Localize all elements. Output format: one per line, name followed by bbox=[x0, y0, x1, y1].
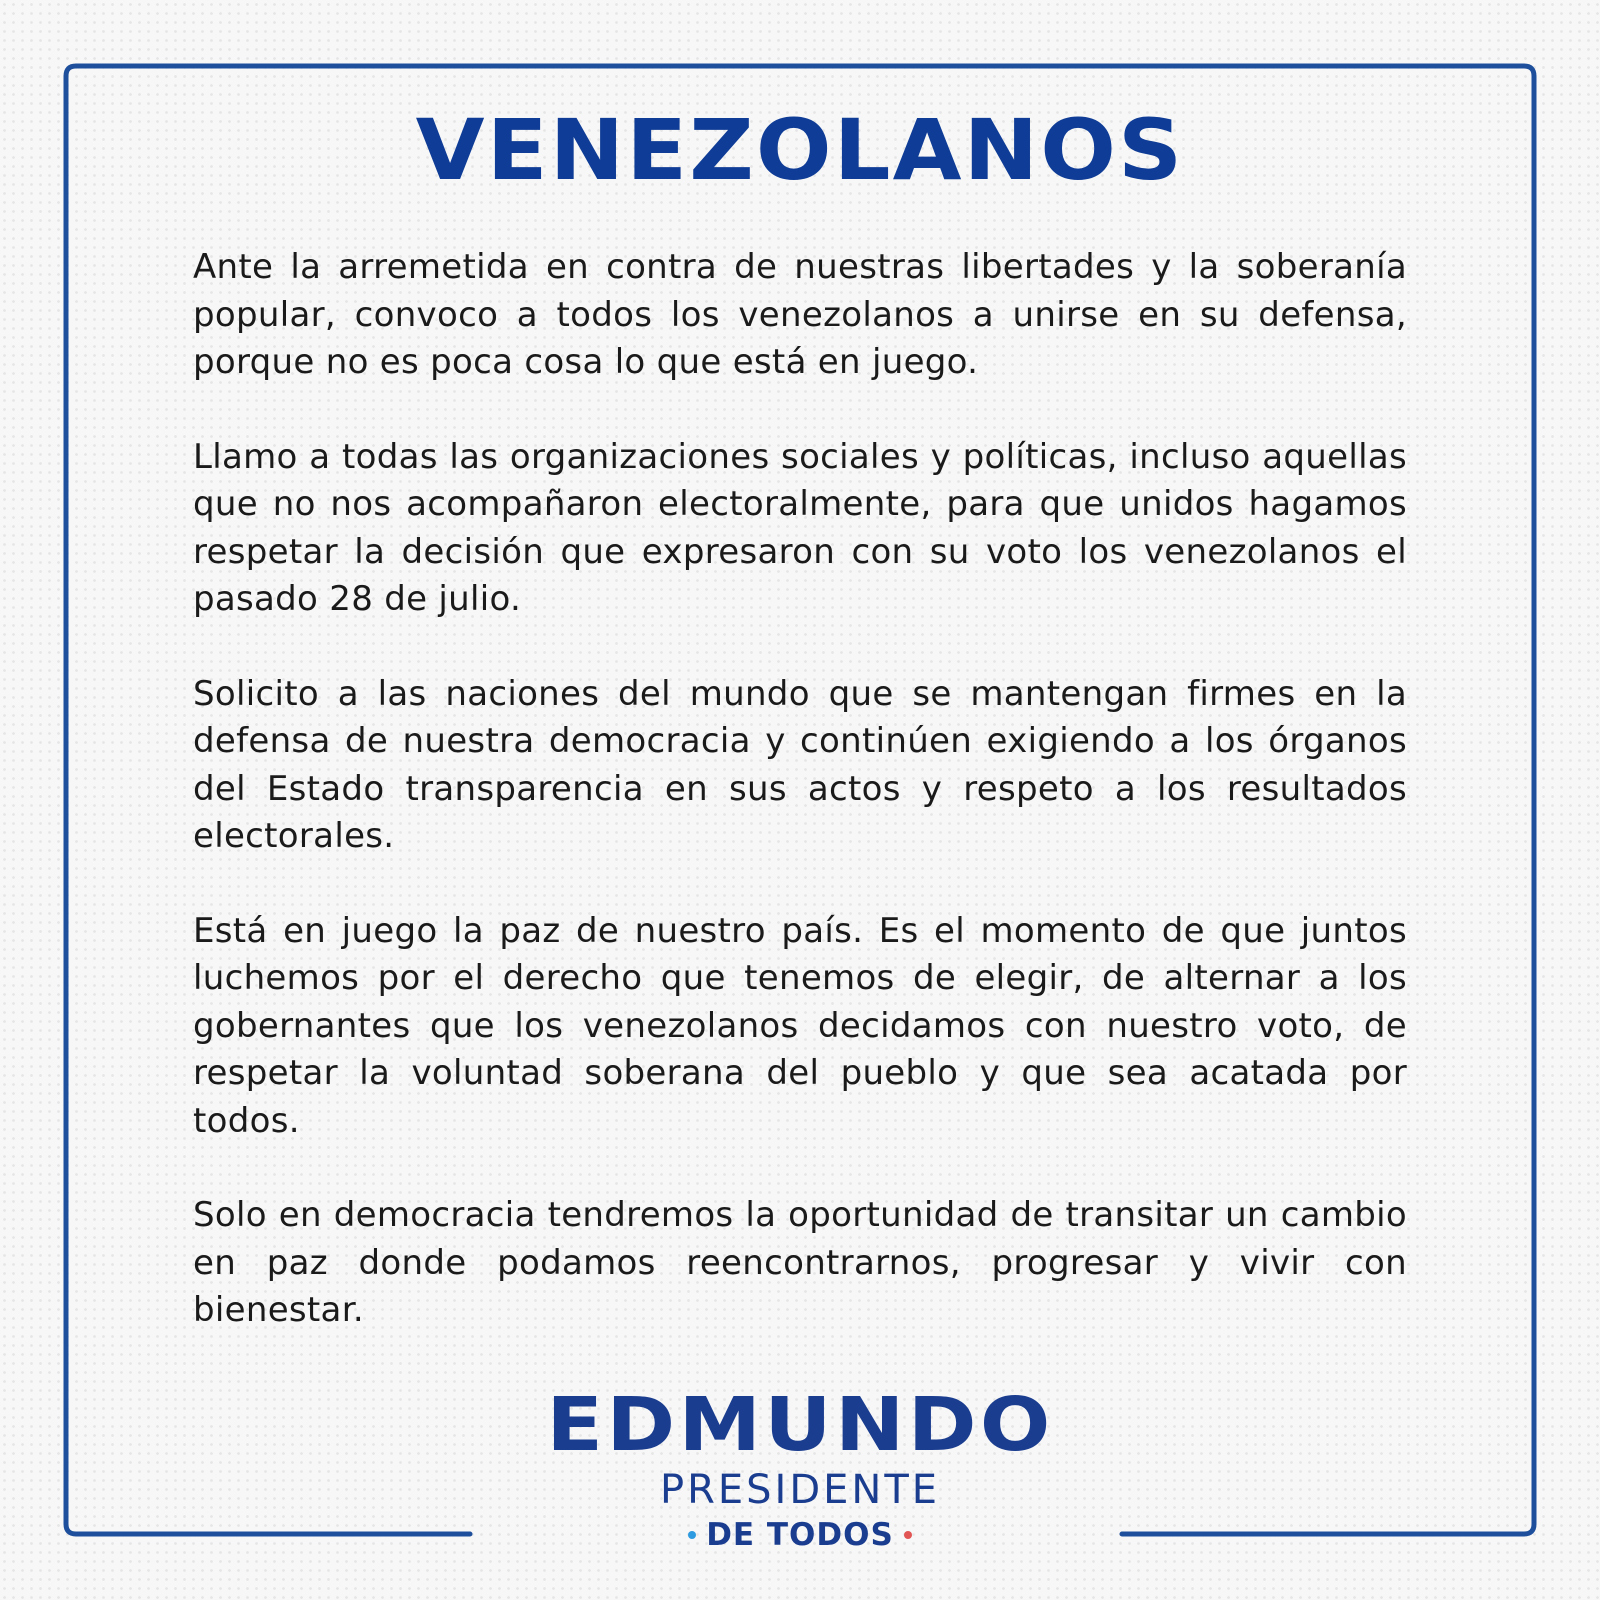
paragraph-4: Está en juego la paz de nuestro país. Es el momento de que juntos luchemos por el derecho que tenemos de elegir, de alternar a los gobernantes que los venezolanos decidamos con nuestro voto, de respetar la voluntad soberana del pueblo y que sea acatada por todos. bbox=[193, 910, 1407, 1141]
red-dot-icon bbox=[904, 1531, 912, 1539]
statement-body bbox=[193, 244, 1407, 1382]
logo-subtitle: PRESIDENTE bbox=[659, 1467, 941, 1513]
paragraph-1: Ante la arremetida en contra de nuestras libertades y la soberanía popular, convoco a todos los venezolanos a unirse en su defensa, porque no es poca cosa lo que está en juego. bbox=[193, 247, 1407, 382]
paragraph-2: Llamo a todas las organizaciones sociales y políticas, incluso aquellas que no nos acompañaron electoralmente, para que unidos hagamos respetar la decisión que expresaron con su voto los venezolanos el pasado 28 de julio. bbox=[193, 436, 1407, 619]
campaign-logo bbox=[0, 1382, 1600, 1553]
paragraph-3: Solicito a las naciones del mundo que se mantengan firmes en la defensa de nuestra democracia y continúen exigiendo a los órganos del Estado transparencia en sus actos y respeto a los resultados electorales. bbox=[193, 673, 1407, 856]
logo-tagline: DE TODOS bbox=[706, 1517, 894, 1553]
logo-tagline-row bbox=[0, 1517, 1600, 1553]
page-title: VENEZOLANOS bbox=[415, 101, 1185, 199]
blue-dot-icon bbox=[688, 1531, 696, 1539]
logo-name: EDMUNDO bbox=[546, 1382, 1054, 1468]
paragraph-5: Solo en democracia tendremos la oportunidad de transitar un cambio en paz donde podamos reencontrarnos, progresar y vivir con bienestar. bbox=[193, 1195, 1407, 1330]
